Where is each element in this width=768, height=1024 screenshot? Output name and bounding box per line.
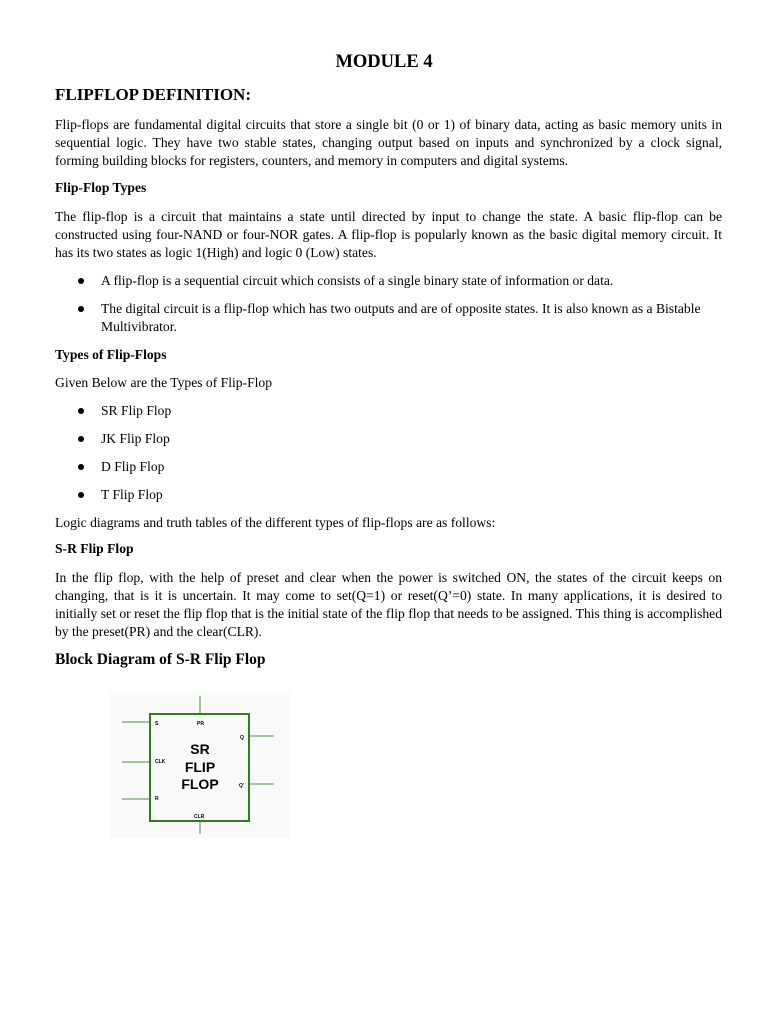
bullet-icon (78, 464, 84, 470)
fact-item-2: The digital circuit is a flip-flop which has two outputs and are of opposite states. It is also known as a Bistable Multivibrator. (101, 301, 701, 334)
type-item-t: T Flip Flop (101, 487, 163, 502)
bullet-icon (78, 436, 84, 442)
intro-paragraph: Flip-flops are fundamental digital circuits that store a single bit (0 or 1) of binary data, acting as basic memory units in sequential logic. They have two stable states, changing output based on inputs and synchronized by a clock signal, forming building blocks for registers, counters, and memory in computers and digital systems. (55, 117, 722, 168)
block-name-line-2: FLIP (184, 759, 216, 775)
q-bar-label: Q’ (239, 783, 245, 789)
q-label: Q (240, 735, 244, 741)
flipflop-definition-heading: FLIPFLOP DEFINITION: (55, 85, 251, 104)
types-of-flip-flops-heading: Types of Flip-Flops (55, 347, 167, 362)
fact-item-1: A flip-flop is a sequential circuit which consists of a single binary state of information or data. (101, 273, 614, 288)
type-item-jk: JK Flip Flop (101, 431, 170, 446)
bullet-icon (78, 408, 84, 414)
types-intro: Given Below are the Types of Flip-Flop (55, 375, 273, 390)
bullet-icon (78, 492, 84, 498)
bullet-icon (78, 306, 84, 312)
logic-diagrams-intro: Logic diagrams and truth tables of the different types of flip-flops are as follows: (55, 515, 496, 530)
pr-label: PR (197, 721, 204, 727)
type-item-d: D Flip Flop (101, 459, 165, 474)
block-name-line-3: FLOP (181, 776, 219, 792)
sr-flip-flop-heading: S-R Flip Flop (55, 541, 134, 556)
sr-flip-flop-block-diagram (110, 692, 290, 838)
block-diagram-heading: Block Diagram of S-R Flip Flop (55, 651, 266, 668)
clr-label: CLR (194, 814, 205, 820)
block-name-line-1: SR (190, 741, 210, 757)
module-title: MODULE 4 (335, 52, 433, 72)
types-paragraph: The flip-flop is a circuit that maintains a state until directed by input to change the state. A basic flip-flop can be constructed using four-NAND or four-NOR gates. A flip-flop is popularly known as the basic digital memory circuit. It has its two states as logic 1(High) and logic 0 (Low) states. (55, 209, 722, 260)
clk-label: CLK (155, 759, 166, 765)
s-label: S (155, 721, 159, 727)
sr-paragraph: In the flip flop, with the help of preset and clear when the power is switched ON, the states of the circuit keeps on changing, that is it is uncertain. It may come to set(Q=1) or reset(Q’=0) state. In many applications, it is desired to initially set or reset the flip flop that is the initial state of the flip flop that needs to be assigned. This thing is accomplished by the preset(PR) and the clear(CLR). (55, 570, 722, 639)
bullet-icon (78, 278, 84, 284)
flip-flop-types-heading: Flip-Flop Types (55, 180, 147, 195)
type-item-sr: SR Flip Flop (101, 403, 172, 418)
r-label: R (155, 796, 159, 802)
